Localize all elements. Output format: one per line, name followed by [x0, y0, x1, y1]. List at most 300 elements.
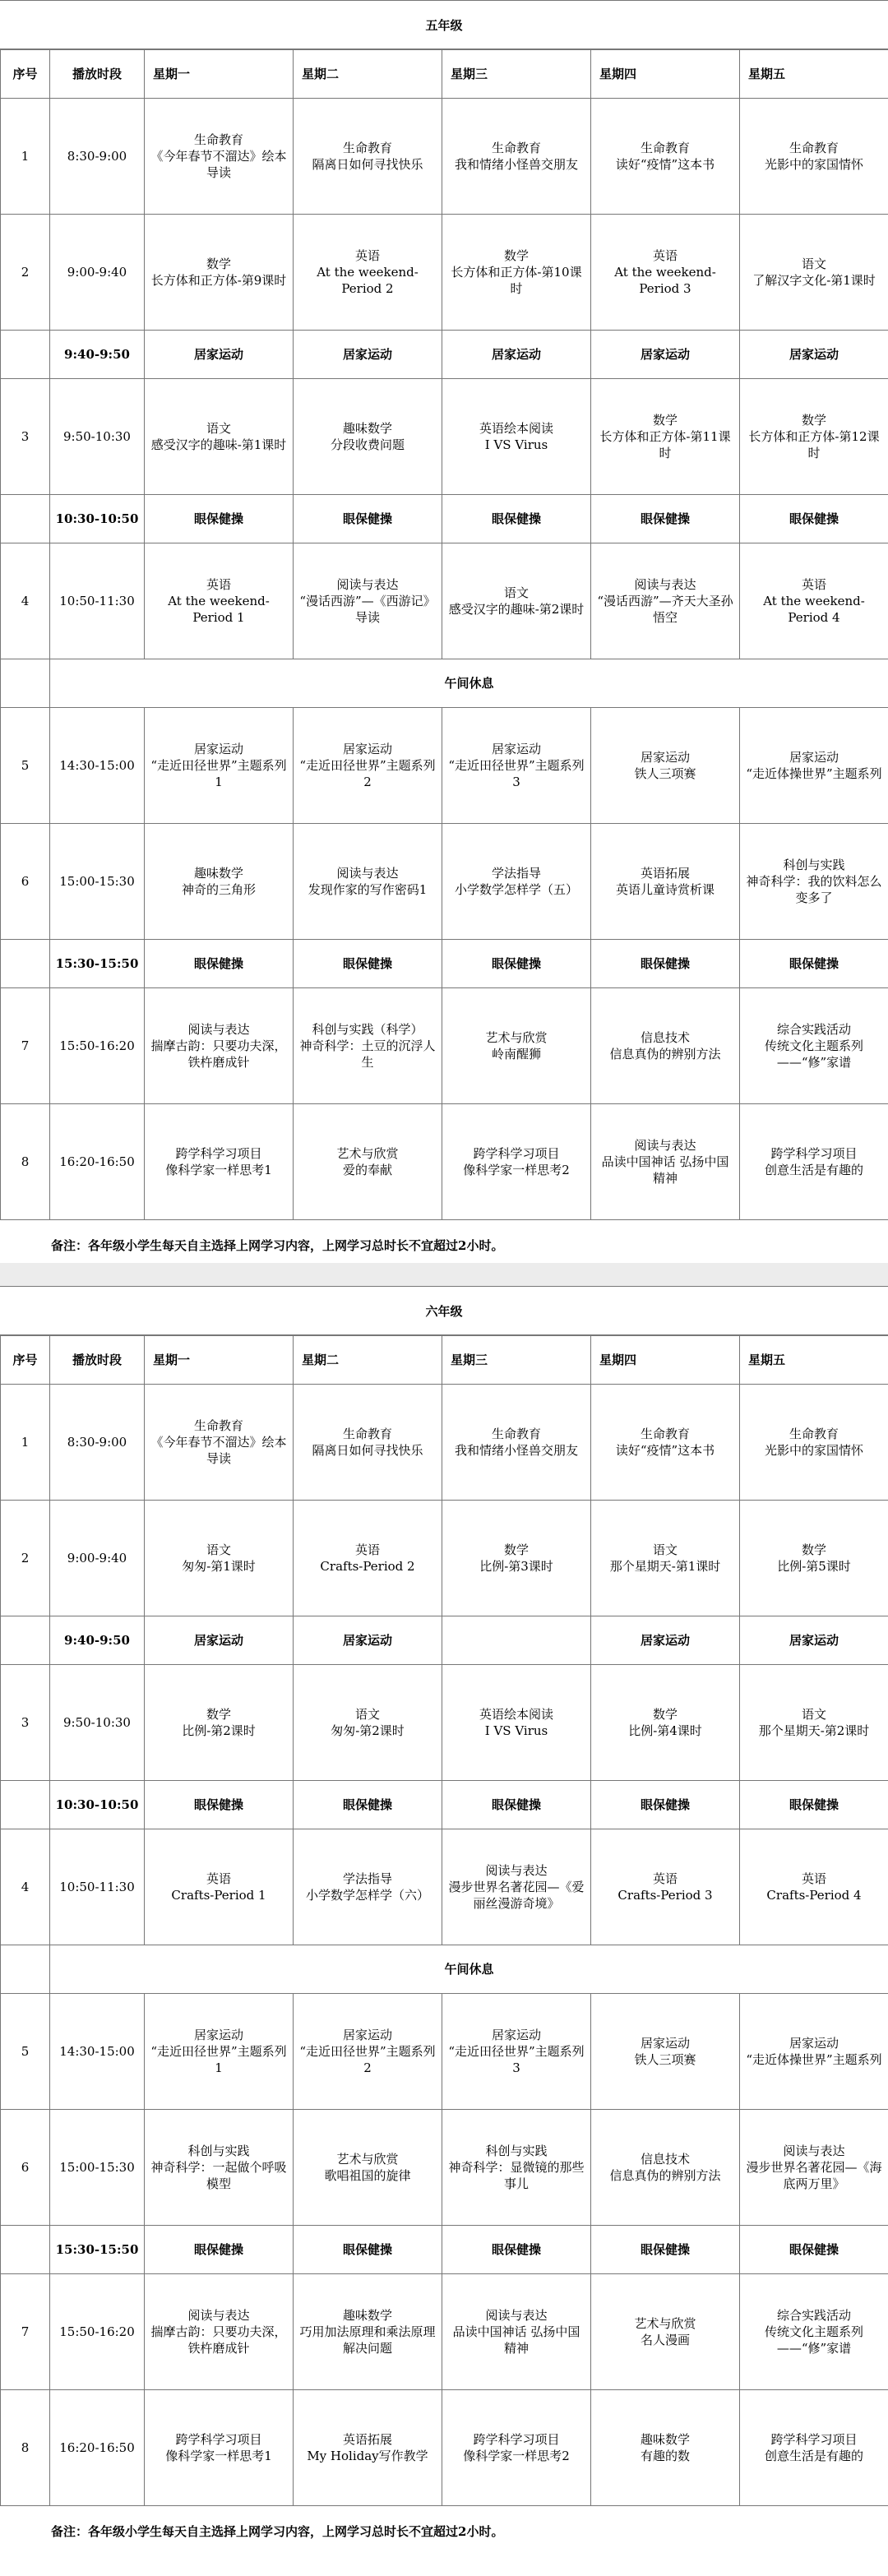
- lesson-cell: [740, 543, 888, 659]
- row-index: 2: [1, 1501, 50, 1616]
- lesson-topic: 感受汉字的趣味-第2课时: [448, 602, 585, 617]
- subject-name: 语文: [354, 1707, 380, 1722]
- subject-name: 数学: [652, 1707, 678, 1722]
- row-index: 4: [1, 1829, 50, 1945]
- subject-name: 跨学科学习项目: [175, 2432, 262, 2447]
- row-index: [1, 1781, 50, 1829]
- column-header: 星期五: [740, 1336, 888, 1385]
- lesson-cell: [294, 1385, 442, 1501]
- break-cell: 眼保健操: [442, 2226, 591, 2274]
- subject-name: 英语: [801, 577, 826, 592]
- lesson-topic: 爱的奉献: [342, 1163, 392, 1177]
- time-slot: 14:30-15:00: [50, 708, 145, 824]
- lesson-cell: [740, 1104, 888, 1220]
- lesson-row: [1, 543, 888, 659]
- lesson-row: [1, 1385, 888, 1501]
- subject-name: 英语: [652, 248, 678, 263]
- break-cell: 眼保健操: [145, 2226, 294, 2274]
- row-index: [1, 659, 50, 708]
- row-index: [1, 331, 50, 379]
- lesson-cell: [145, 1994, 294, 2110]
- row-index: 6: [1, 824, 50, 940]
- lesson-topic: Crafts-Period 2: [320, 1559, 415, 1574]
- lesson-topic: 歌唱祖国的旋律: [324, 2168, 411, 2183]
- subject-name: 语文: [503, 585, 529, 600]
- lesson-topic: 隔离日如何寻找快乐: [312, 157, 423, 172]
- break-cell: 眼保健操: [294, 495, 442, 543]
- lesson-cell: [740, 2110, 888, 2226]
- lesson-row: [1, 708, 888, 824]
- subject-name: 趣味数学: [640, 2432, 690, 2447]
- subject-name: 科创与实践（科学）: [312, 1022, 423, 1037]
- subject-name: 生命教育: [640, 1427, 690, 1441]
- lesson-topic: My Holiday写作教学: [307, 2449, 428, 2463]
- time-slot: 14:30-15:00: [50, 1994, 145, 2110]
- lesson-cell: [442, 2110, 591, 2226]
- lesson-cell: [442, 543, 591, 659]
- subject-name: 生命教育: [342, 141, 392, 155]
- break-row: [1, 1781, 888, 1829]
- lesson-cell: [740, 2390, 888, 2506]
- subject-name: 艺术与欣赏: [336, 1146, 399, 1161]
- lesson-topic: 感受汉字的趣味-第1课时: [150, 437, 287, 452]
- lesson-topic: At the weekend-Period 3: [614, 265, 716, 296]
- time-slot: 15:30-15:50: [50, 940, 145, 988]
- lesson-row: [1, 215, 888, 331]
- lesson-topic: 分段收费问题: [330, 437, 405, 452]
- row-index: 4: [1, 543, 50, 659]
- subject-name: 居家运动: [491, 2028, 541, 2042]
- lesson-cell: [294, 708, 442, 824]
- subject-name: 居家运动: [789, 750, 839, 765]
- break-cell: 眼保健操: [294, 940, 442, 988]
- subject-name: 语文: [206, 1542, 231, 1557]
- lesson-topic: 揣摩古韵：只要功夫深，铁杵磨成针: [150, 2324, 287, 2356]
- lesson-cell: [740, 379, 888, 495]
- break-cell: 居家运动: [591, 331, 740, 379]
- lesson-topic: 长方体和正方体-第11课时: [599, 429, 731, 460]
- lesson-topic: 比例-第4课时: [628, 1723, 702, 1738]
- lesson-cell: [740, 988, 888, 1104]
- subject-name: 阅读与表达: [783, 2144, 845, 2158]
- lesson-cell: [442, 988, 591, 1104]
- break-cell: 居家运动: [145, 1616, 294, 1665]
- lesson-topic: I VS Virus: [484, 437, 548, 452]
- lesson-topic: 信息真伪的辨别方法: [609, 1047, 721, 1061]
- lesson-cell: [442, 1385, 591, 1501]
- subject-name: 生命教育: [789, 1427, 839, 1441]
- row-index: 3: [1, 379, 50, 495]
- time-slot: 9:00-9:40: [50, 215, 145, 331]
- lesson-cell: [294, 99, 442, 215]
- lesson-cell: [442, 708, 591, 824]
- lesson-cell: [294, 215, 442, 331]
- break-row: [1, 331, 888, 379]
- lesson-cell: [442, 99, 591, 215]
- subject-name: 语文: [801, 257, 826, 271]
- subject-name: 生命教育: [342, 1427, 392, 1441]
- subject-name: 综合实践活动: [776, 1022, 851, 1037]
- lesson-row: [1, 1104, 888, 1220]
- subject-name: 居家运动: [491, 742, 541, 756]
- row-index: 8: [1, 1104, 50, 1220]
- subject-name: 居家运动: [342, 2028, 392, 2042]
- lesson-cell: [442, 379, 591, 495]
- break-cell: 居家运动: [145, 331, 294, 379]
- lesson-topic: 像科学家一样思考1: [165, 1163, 272, 1177]
- lesson-row: [1, 1829, 888, 1945]
- lesson-topic: At the weekend-Period 1: [168, 594, 270, 625]
- subject-name: 阅读与表达: [187, 1022, 250, 1037]
- lesson-topic: 比例-第2课时: [182, 1723, 256, 1738]
- lesson-cell: [740, 2274, 888, 2390]
- subject-name: 数学: [206, 257, 231, 271]
- lesson-cell: [591, 2110, 740, 2226]
- lesson-topic: 创意生活是有趣的: [764, 1163, 863, 1177]
- row-index: 1: [1, 99, 50, 215]
- lesson-cell: [591, 1829, 740, 1945]
- column-header: 序号: [1, 50, 50, 99]
- subject-name: 居家运动: [640, 2036, 690, 2051]
- lesson-cell: [442, 824, 591, 940]
- subject-name: 语文: [206, 421, 231, 436]
- lesson-topic: 铁人三项赛: [634, 766, 696, 781]
- column-header: 播放时段: [50, 1336, 145, 1385]
- lesson-cell: [145, 1829, 294, 1945]
- lesson-cell: [442, 1501, 591, 1616]
- subject-name: 艺术与欣赏: [634, 2316, 696, 2331]
- lesson-topic: 《今年春节不溜达》绘本导读: [150, 1435, 287, 1466]
- lesson-topic: 有趣的数: [640, 2449, 690, 2463]
- lesson-topic: 像科学家一样思考2: [463, 1163, 570, 1177]
- column-header: 播放时段: [50, 50, 145, 99]
- break-cell: 居家运动: [591, 1616, 740, 1665]
- lesson-cell: [591, 1104, 740, 1220]
- header-row: [1, 50, 888, 99]
- lesson-topic: 信息真伪的辨别方法: [609, 2168, 721, 2183]
- lesson-topic: 漫步世界名著花园—《爱丽丝漫游奇境》: [448, 1880, 585, 1911]
- lesson-topic: 漫步世界名著花园—《海底两万里》: [746, 2160, 882, 2191]
- time-slot: 15:30-15:50: [50, 2226, 145, 2274]
- lesson-topic: 神奇科学：一起做个呼吸模型: [150, 2160, 287, 2191]
- subject-name: 阅读与表达: [485, 2308, 548, 2323]
- subject-name: 英语: [354, 248, 380, 263]
- lesson-cell: [442, 1104, 591, 1220]
- subject-name: 数学: [503, 1542, 529, 1557]
- lesson-topic: 铁人三项赛: [634, 2052, 696, 2067]
- time-slot: 9:50-10:30: [50, 1665, 145, 1781]
- lesson-topic: 比例-第5课时: [777, 1559, 851, 1574]
- noon-break-label: 午间休息: [50, 659, 888, 708]
- lesson-cell: [145, 215, 294, 331]
- break-cell: 眼保健操: [740, 2226, 888, 2274]
- row-index: 7: [1, 2274, 50, 2390]
- subject-name: 生命教育: [640, 141, 690, 155]
- lesson-cell: [591, 2390, 740, 2506]
- lesson-topic: 品读中国神话 弘扬中国精神: [601, 1154, 729, 1186]
- subject-name: 英语: [801, 1871, 826, 1886]
- subject-name: 跨学科学习项目: [175, 1146, 262, 1161]
- time-slot: 8:30-9:00: [50, 99, 145, 215]
- row-index: 8: [1, 2390, 50, 2506]
- lesson-cell: [740, 1829, 888, 1945]
- time-slot: 9:50-10:30: [50, 379, 145, 495]
- time-slot: 16:20-16:50: [50, 2390, 145, 2506]
- subject-name: 语文: [652, 1542, 678, 1557]
- lesson-cell: [740, 1385, 888, 1501]
- lesson-topic: 传统文化主题系列——“修”家谱: [764, 1038, 863, 1070]
- lesson-topic: 揣摩古韵：只要功夫深，铁杵磨成针: [150, 1038, 287, 1070]
- subject-name: 数学: [503, 248, 529, 263]
- lesson-topic: 神奇科学：土豆的沉浮人生: [299, 1038, 436, 1070]
- lesson-cell: [591, 708, 740, 824]
- lesson-row: [1, 824, 888, 940]
- lesson-cell: [591, 1501, 740, 1616]
- lesson-topic: “走近体操世界”主题系列: [746, 766, 882, 781]
- lesson-topic: “走近田径世界”主题系列3: [448, 758, 585, 789]
- subject-name: 阅读与表达: [336, 866, 399, 881]
- lesson-cell: [294, 543, 442, 659]
- lesson-topic: “走近田径世界”主题系列2: [299, 758, 436, 789]
- break-cell: 眼保健操: [740, 495, 888, 543]
- subject-name: 生命教育: [193, 1418, 243, 1433]
- lesson-topic: “漫话西游”—《西游记》导读: [299, 594, 436, 625]
- lesson-cell: [294, 2390, 442, 2506]
- lesson-cell: [591, 824, 740, 940]
- break-cell: 居家运动: [294, 1616, 442, 1665]
- lesson-topic: I VS Virus: [484, 1723, 548, 1738]
- grade-title: 六年级: [0, 1286, 888, 1335]
- row-index: 5: [1, 708, 50, 824]
- subject-name: 科创与实践: [485, 2144, 548, 2158]
- lesson-cell: [442, 1994, 591, 2110]
- break-row: [1, 2226, 888, 2274]
- lesson-cell: [145, 543, 294, 659]
- break-cell: 眼保健操: [145, 495, 294, 543]
- subject-name: 英语: [206, 577, 231, 592]
- subject-name: 生命教育: [491, 1427, 541, 1441]
- noon-break-label: 午间休息: [50, 1945, 888, 1994]
- lesson-topic: 创意生活是有趣的: [764, 2449, 863, 2463]
- lesson-row: [1, 379, 888, 495]
- lesson-cell: [442, 215, 591, 331]
- lesson-topic: 隔离日如何寻找快乐: [312, 1443, 423, 1458]
- subject-name: 学法指导: [342, 1871, 392, 1886]
- subject-name: 英语绘本阅读: [479, 1707, 553, 1722]
- lesson-topic: 传统文化主题系列——“修”家谱: [764, 2324, 863, 2356]
- lesson-cell: [442, 1665, 591, 1781]
- lesson-topic: 像科学家一样思考2: [463, 2449, 570, 2463]
- lesson-row: [1, 2390, 888, 2506]
- subject-name: 艺术与欣赏: [336, 2152, 399, 2167]
- lesson-cell: [145, 2274, 294, 2390]
- header-row: [1, 1336, 888, 1385]
- lesson-topic: 比例-第3课时: [479, 1559, 553, 1574]
- subject-name: 阅读与表达: [485, 1863, 548, 1878]
- subject-name: 跨学科学习项目: [473, 2432, 560, 2447]
- lesson-topic: At the weekend-Period 2: [317, 265, 419, 296]
- lesson-topic: “走近田径世界”主题系列2: [299, 2044, 436, 2075]
- lesson-cell: [294, 2110, 442, 2226]
- lesson-row: [1, 1665, 888, 1781]
- row-index: 3: [1, 1665, 50, 1781]
- lesson-cell: [740, 1665, 888, 1781]
- time-slot: 15:50-16:20: [50, 988, 145, 1104]
- lesson-row: [1, 2110, 888, 2226]
- column-header: 星期三: [442, 50, 591, 99]
- lesson-cell: [294, 988, 442, 1104]
- lesson-cell: [740, 1501, 888, 1616]
- lesson-cell: [591, 215, 740, 331]
- lesson-cell: [591, 1665, 740, 1781]
- grade6-section: [0, 1286, 888, 2555]
- subject-name: 数学: [801, 1542, 826, 1557]
- lesson-topic: 我和情绪小怪兽交朋友: [454, 157, 578, 172]
- break-cell: 眼保健操: [442, 1781, 591, 1829]
- lesson-topic: 长方体和正方体-第9课时: [150, 273, 287, 288]
- lesson-topic: 匆匆-第1课时: [182, 1559, 256, 1574]
- noon-break-row: [1, 1945, 888, 1994]
- lesson-topic: Crafts-Period 1: [171, 1888, 266, 1903]
- time-slot: 15:00-15:30: [50, 824, 145, 940]
- break-cell: 眼保健操: [591, 940, 740, 988]
- subject-name: 英语拓展: [342, 2432, 392, 2447]
- lesson-cell: [442, 2390, 591, 2506]
- lesson-cell: [294, 2274, 442, 2390]
- time-slot: 9:00-9:40: [50, 1501, 145, 1616]
- break-cell: 眼保健操: [591, 495, 740, 543]
- lesson-cell: [740, 215, 888, 331]
- schedule-table: [0, 49, 888, 1220]
- lesson-cell: [591, 1385, 740, 1501]
- lesson-cell: [145, 99, 294, 215]
- lesson-topic: 小学数学怎样学（六）: [305, 1888, 429, 1903]
- lesson-topic: 读好“疫情”这本书: [615, 157, 715, 172]
- break-cell: 眼保健操: [442, 940, 591, 988]
- time-slot: 10:50-11:30: [50, 543, 145, 659]
- time-slot: 9:40-9:50: [50, 1616, 145, 1665]
- subject-name: 综合实践活动: [776, 2308, 851, 2323]
- lesson-cell: [591, 1994, 740, 2110]
- row-index: [1, 495, 50, 543]
- subject-name: 数学: [206, 1707, 231, 1722]
- column-header: 序号: [1, 1336, 50, 1385]
- lesson-cell: [145, 824, 294, 940]
- lesson-topic: 神奇的三角形: [181, 882, 256, 897]
- subject-name: 居家运动: [789, 2036, 839, 2051]
- column-header: 星期二: [294, 50, 442, 99]
- lesson-row: [1, 988, 888, 1104]
- break-cell: 眼保健操: [294, 2226, 442, 2274]
- grade-title: 五年级: [0, 0, 888, 49]
- column-header: 星期一: [145, 1336, 294, 1385]
- row-index: [1, 1945, 50, 1994]
- lesson-cell: [740, 824, 888, 940]
- subject-name: 英语: [206, 1871, 231, 1886]
- lesson-cell: [145, 1385, 294, 1501]
- lesson-cell: [591, 988, 740, 1104]
- lesson-cell: [442, 1829, 591, 1945]
- break-cell: 眼保健操: [145, 1781, 294, 1829]
- lesson-topic: 小学数学怎样学（五）: [454, 882, 578, 897]
- subject-name: 生命教育: [789, 141, 839, 155]
- subject-name: 居家运动: [342, 742, 392, 756]
- lesson-cell: [294, 1104, 442, 1220]
- subject-name: 趣味数学: [193, 866, 243, 881]
- lesson-cell: [740, 708, 888, 824]
- subject-name: 趣味数学: [342, 421, 392, 436]
- lesson-topic: 光影中的家国情怀: [764, 1443, 863, 1458]
- lesson-cell: [740, 1994, 888, 2110]
- lesson-cell: [145, 379, 294, 495]
- break-cell: [442, 1616, 591, 1665]
- lesson-cell: [294, 1665, 442, 1781]
- lesson-topic: 发现作家的写作密码1: [308, 882, 428, 897]
- subject-name: 阅读与表达: [634, 1138, 696, 1153]
- subject-name: 跨学科学习项目: [473, 1146, 560, 1161]
- column-header: 星期三: [442, 1336, 591, 1385]
- schedule-note: 备注：各年级小学生每天自主选择上网学习内容，上网学习总时长不宜超过2小时。: [51, 1237, 504, 1253]
- break-cell: 眼保健操: [591, 2226, 740, 2274]
- lesson-topic: 品读中国神话 弘扬中国精神: [452, 2324, 580, 2356]
- subject-name: 居家运动: [193, 2028, 243, 2042]
- lesson-cell: [294, 379, 442, 495]
- break-row: [1, 1616, 888, 1665]
- lesson-topic: 巧用加法原理和乘法原理解决问题: [299, 2324, 436, 2356]
- lesson-topic: 长方体和正方体-第10课时: [451, 265, 582, 296]
- schedule-note: 备注：各年级小学生每天自主选择上网学习内容，上网学习总时长不宜超过2小时。: [51, 2523, 504, 2539]
- column-header: 星期五: [740, 50, 888, 99]
- time-slot: 8:30-9:00: [50, 1385, 145, 1501]
- row-index: [1, 2226, 50, 2274]
- lesson-topic: “走近田径世界”主题系列3: [448, 2044, 585, 2075]
- lesson-topic: 那个星期天-第1课时: [609, 1559, 721, 1574]
- subject-name: 信息技术: [640, 1030, 690, 1045]
- subject-name: 英语: [354, 1542, 380, 1557]
- break-cell: 居家运动: [442, 331, 591, 379]
- subject-name: 居家运动: [640, 750, 690, 765]
- lesson-cell: [294, 1829, 442, 1945]
- lesson-cell: [145, 988, 294, 1104]
- subject-name: 科创与实践: [187, 2144, 250, 2158]
- lesson-topic: 了解汉字文化-第1课时: [752, 273, 876, 288]
- lesson-cell: [145, 1501, 294, 1616]
- lesson-cell: [294, 1994, 442, 2110]
- lesson-cell: [145, 1104, 294, 1220]
- lesson-cell: [591, 2274, 740, 2390]
- subject-name: 英语拓展: [640, 866, 690, 881]
- subject-name: 阅读与表达: [634, 577, 696, 592]
- subject-name: 趣味数学: [342, 2308, 392, 2323]
- subject-name: 生命教育: [193, 132, 243, 147]
- row-index: 1: [1, 1385, 50, 1501]
- lesson-topic: 那个星期天-第2课时: [758, 1723, 870, 1738]
- subject-name: 艺术与欣赏: [485, 1030, 548, 1045]
- lesson-topic: 匆匆-第2课时: [331, 1723, 405, 1738]
- column-header: 星期四: [591, 1336, 740, 1385]
- schedule-table: [0, 1335, 888, 2506]
- lesson-topic: At the weekend-Period 4: [763, 594, 865, 625]
- subject-name: 数学: [801, 413, 826, 428]
- row-index: 6: [1, 2110, 50, 2226]
- lesson-cell: [442, 2274, 591, 2390]
- lesson-cell: [145, 708, 294, 824]
- subject-name: 数学: [652, 413, 678, 428]
- time-slot: 16:20-16:50: [50, 1104, 145, 1220]
- subject-name: 科创与实践: [783, 858, 845, 872]
- subject-name: 英语绘本阅读: [479, 421, 553, 436]
- lesson-topic: 神奇科学：我的饮料怎么变多了: [746, 874, 882, 905]
